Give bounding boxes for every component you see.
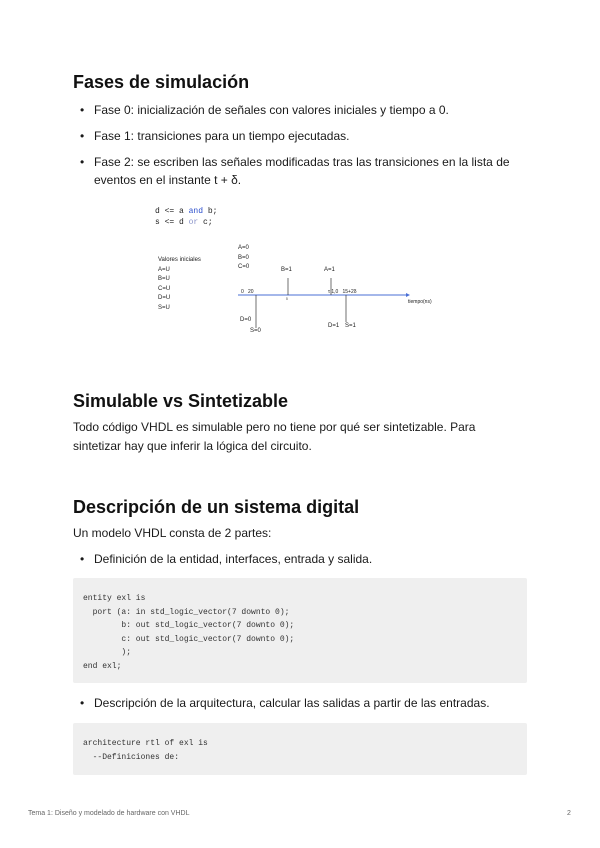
label-s1: S=1 [345, 323, 356, 329]
top-values-label: A=0 B=0 C=0 [238, 245, 250, 270]
simulation-diagram [150, 200, 450, 340]
section-title-descripcion: Descripción de un sistema digital [73, 497, 360, 517]
bullet-icon: • [80, 129, 85, 143]
list-item-text: Fase 1: transiciones para un tiempo ejecutadas. [94, 129, 350, 143]
code-text: entity exl is port (a: in std_logic_vector(7 downto 0); b: out std_logic_vector(7 downto 0); c: out std_logic_vector(7 downto 0); ); end exl; [83, 594, 295, 671]
list-item-text: Fase 2: se escriben las señales modificadas tras las transiciones en la lista de eventos en el instante t + δ. [94, 155, 510, 187]
axis-label: tiempo(ns) [408, 299, 432, 305]
label-a1: A=1 [324, 267, 335, 273]
bullet-icon: • [80, 103, 85, 117]
bullet-icon: • [80, 155, 85, 169]
code-block-entity [73, 578, 527, 683]
page-number: 2 [567, 810, 571, 817]
list-item [80, 550, 520, 568]
diagram-code-line-1: d <= a and b; [155, 207, 218, 216]
simulable-paragraph: Todo código VHDL es simulable pero no tiene por qué ser sintetizable. Para sintetizar hay que inferir la lógica del circuito. [73, 420, 476, 453]
bullet-icon: • [80, 552, 85, 566]
descripcion-intro: Un modelo VHDL consta de 2 partes: [73, 526, 272, 540]
list-item [80, 153, 520, 189]
label-b1: B=1 [281, 267, 292, 273]
diagram-code-line-2: s <= d or c; [155, 218, 213, 227]
time-axis-arrow [406, 293, 410, 297]
code-block-architecture [73, 723, 527, 775]
initial-values-label: Valores iniciales A=U B=U C=U D=U S=U [158, 257, 201, 311]
tick-label-0: 0 20 [241, 289, 254, 295]
section-title-fases: Fases de simulación [73, 72, 250, 92]
label-s0: S=0 [250, 328, 261, 334]
list-item-text: Descripción de la arquitectura, calcular las salidas a partir de las entradas. [94, 696, 490, 710]
list-item [80, 101, 520, 119]
footer-title: Tema 1: Diseño y modelado de hardware con VHDL [28, 810, 190, 817]
bullet-icon: • [80, 696, 85, 710]
list-item-text: Fase 0: inicialización de señales con valores iniciales y tiempo a 0. [94, 103, 449, 117]
list-item [80, 127, 520, 145]
label-d1: D=1 [328, 323, 340, 329]
code-text: architecture rtl of exl is --Definiciones de: [83, 739, 208, 762]
section-title-simulable: Simulable vs Sintetizable [73, 391, 289, 411]
tick-mark-b: ᵟ [286, 297, 288, 303]
tick-label-right: τ 1,0 15+2δ [328, 289, 357, 295]
list-item-text: Definición de la entidad, interfaces, entrada y salida. [94, 552, 373, 566]
list-item [80, 694, 520, 712]
label-d0: D=0 [240, 317, 252, 323]
timeline-svg [150, 200, 450, 340]
